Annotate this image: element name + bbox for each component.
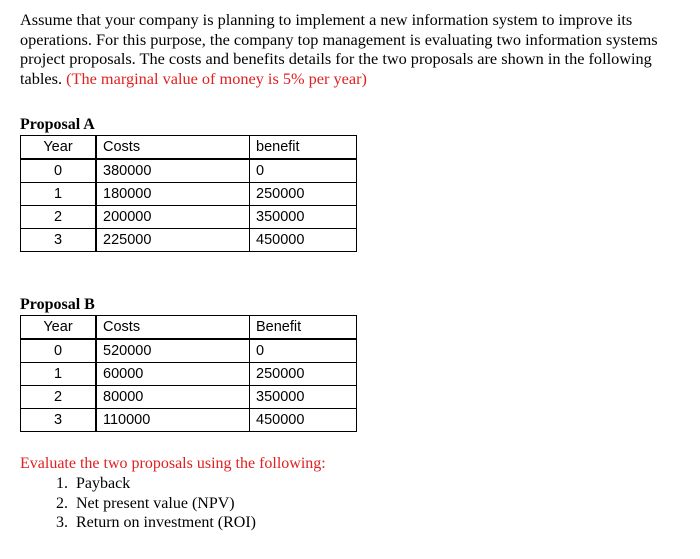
benefit-cell: 250000 <box>250 363 357 386</box>
table-row <box>21 159 357 183</box>
costs-cell: 200000 <box>96 206 250 229</box>
benefit-cell: 450000 <box>250 229 357 252</box>
year-cell: 1 <box>21 183 97 206</box>
costs-cell: 110000 <box>96 409 250 432</box>
proposal-b-table <box>20 315 357 432</box>
evaluate-instruction: Evaluate the two proposals using the following: <box>20 455 326 472</box>
benefit-cell: 350000 <box>250 386 357 409</box>
header-year: Year <box>21 136 97 160</box>
list-item: 2. Net present value (NPV) <box>72 494 256 514</box>
benefit-cell: 0 <box>250 159 357 183</box>
proposal-a-title: Proposal A <box>20 116 95 133</box>
costs-cell: 60000 <box>96 363 250 386</box>
table-row <box>21 409 357 432</box>
evaluation-methods-list <box>20 474 256 533</box>
header-benefit: Benefit <box>250 316 357 340</box>
header-costs: Costs <box>96 136 250 160</box>
list-item: 3. Return on investment (ROI) <box>72 513 256 533</box>
table-row <box>21 229 357 252</box>
costs-cell: 180000 <box>96 183 250 206</box>
year-cell: 3 <box>21 229 97 252</box>
proposal-b-title: Proposal B <box>20 296 95 313</box>
intro-text: Assume that your company is planning to implement a new information system to improve its operations. For this purpose, the company top management is evaluating two information systems project proposals. The costs and benefits details for the two proposals are shown in the following tables. <box>20 10 658 88</box>
year-cell: 0 <box>21 339 97 363</box>
marginal-value-note: (The marginal value of money is 5% per year) <box>66 68 367 88</box>
benefit-cell: 0 <box>250 339 357 363</box>
table-row <box>21 339 357 363</box>
list-item: 1. Payback <box>72 474 256 494</box>
year-cell: 3 <box>21 409 97 432</box>
costs-cell: 520000 <box>96 339 250 363</box>
proposal-a-table <box>20 135 357 252</box>
table-row <box>21 206 357 229</box>
costs-cell: 80000 <box>96 386 250 409</box>
costs-cell: 380000 <box>96 159 250 183</box>
costs-cell: 225000 <box>96 229 250 252</box>
year-cell: 2 <box>21 386 97 409</box>
table-row <box>21 183 357 206</box>
intro-paragraph <box>20 10 692 88</box>
benefit-cell: 250000 <box>250 183 357 206</box>
benefit-cell: 350000 <box>250 206 357 229</box>
year-cell: 1 <box>21 363 97 386</box>
year-cell: 0 <box>21 159 97 183</box>
benefit-cell: 450000 <box>250 409 357 432</box>
table-header-row <box>21 316 357 340</box>
table-row <box>21 386 357 409</box>
header-costs: Costs <box>96 316 250 340</box>
year-cell: 2 <box>21 206 97 229</box>
table-row <box>21 363 357 386</box>
header-year: Year <box>21 316 97 340</box>
table-header-row <box>21 136 357 160</box>
header-benefit: benefit <box>250 136 357 160</box>
